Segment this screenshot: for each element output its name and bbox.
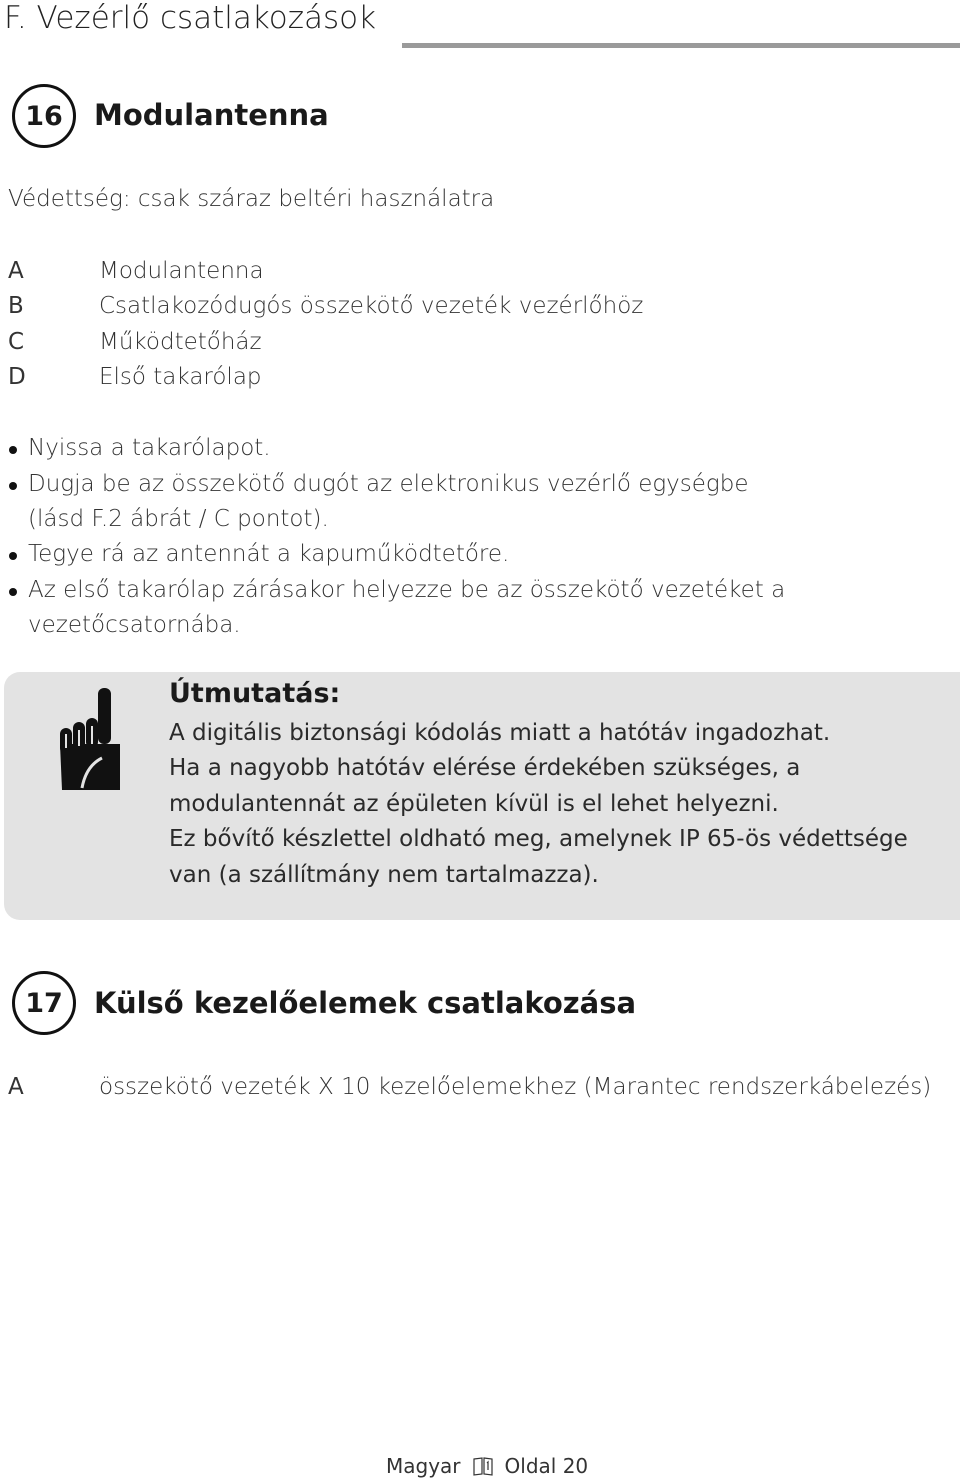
page-footer: [386, 1454, 588, 1478]
section-number-17: 17: [12, 971, 76, 1035]
footer-language: Magyar: [386, 1454, 461, 1478]
bullet-icon: [9, 446, 17, 454]
part-letter: C: [8, 329, 25, 355]
page-header: [0, 0, 960, 48]
part-letter: D: [8, 364, 26, 390]
note-line: A digitális biztonsági kódolás miatt a hatótáv ingadozhat.: [169, 720, 831, 746]
header-rule: [402, 43, 960, 48]
step-text-continued: vezetőcsatornába.: [28, 612, 241, 638]
part-letter: B: [8, 293, 24, 319]
note-line: modulantennát az épületen kívül is el lehet helyezni.: [169, 791, 779, 817]
step-text: Dugja be az összekötő dugót az elektronikus vezérlő egységbe: [28, 471, 749, 497]
part-text: Első takarólap: [99, 364, 262, 390]
part-letter: A: [8, 258, 24, 284]
note-line: Ha a nagyobb hatótáv elérése érdekében szükséges, a: [169, 755, 801, 781]
protection-text: Védettség: csak száraz beltéri használatra: [8, 186, 495, 212]
bullet-icon: [9, 588, 17, 596]
part-letter: A: [8, 1074, 24, 1100]
footer-page-number: Oldal 20: [504, 1454, 589, 1478]
step-text: Tegye rá az antennát a kapuműködtetőre.: [28, 541, 510, 567]
book-icon: [473, 1456, 493, 1476]
note-line: van (a szállítmány nem tartalmazza).: [169, 862, 599, 888]
note-line: Ez bővítő készlettel oldható meg, amelynek IP 65-ös védettsége: [169, 826, 908, 852]
part-text: összekötő vezeték X 10 kezelőelemekhez (Marantec rendszerkábelezés): [99, 1074, 932, 1100]
part-text: Működtetőház: [99, 329, 262, 355]
bullet-icon: [9, 482, 17, 490]
step-text-continued: (lásd F.2 ábrát / C pontot).: [28, 506, 329, 532]
part-text: Modulantenna: [99, 258, 264, 284]
step-text: Az első takarólap zárásakor helyezze be az összekötő vezetéket a: [28, 577, 786, 603]
step-text: Nyissa a takarólapot.: [28, 435, 271, 461]
section-title-16: Modulantenna: [94, 98, 329, 132]
page-title: F. Vezérlő csatlakozások: [4, 0, 377, 36]
part-text: Csatlakozódugós összekötő vezeték vezérlőhöz: [99, 293, 644, 319]
section-number-16: 16: [12, 84, 76, 148]
note-title: Útmutatás:: [169, 678, 341, 709]
bullet-icon: [9, 552, 17, 560]
pointing-hand-icon: [58, 688, 122, 792]
section-title-17: Külső kezelőelemek csatlakozása: [94, 986, 637, 1020]
